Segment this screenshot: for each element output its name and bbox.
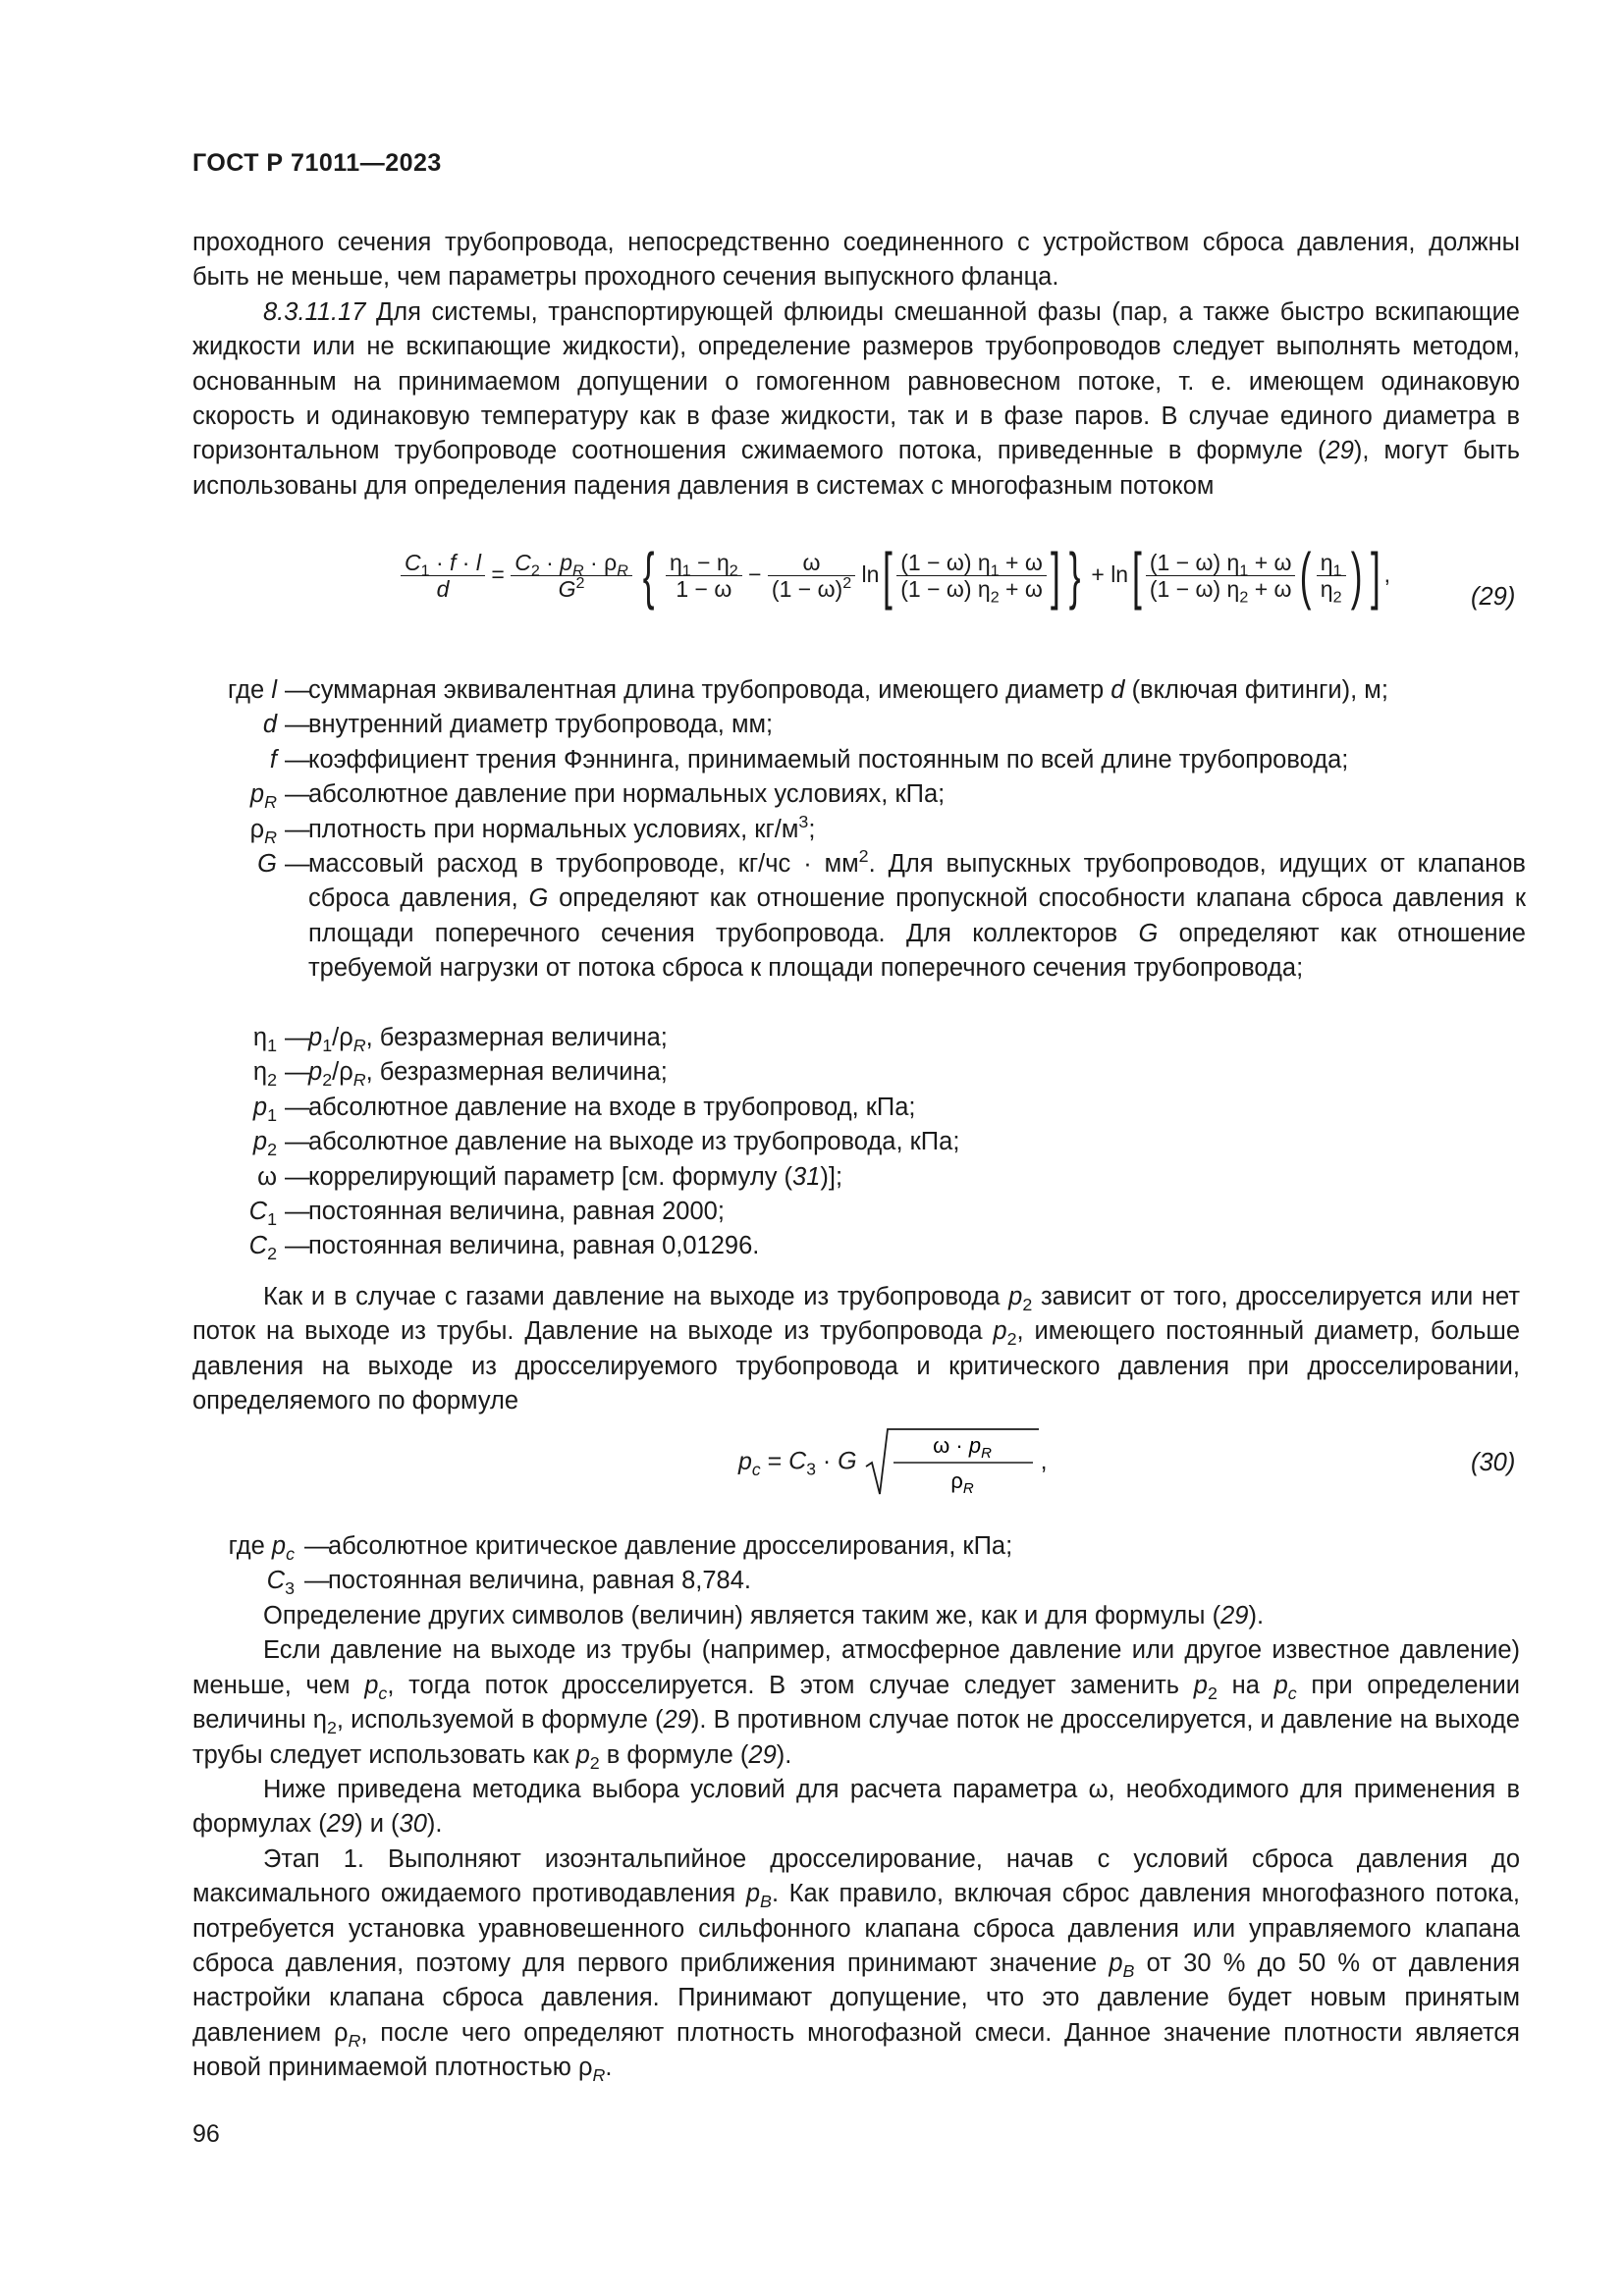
def-row: $p_R$ — абсолютное давление при нормальных условиях, кПа; — [249, 780, 946, 813]
sqrt-symbol — [864, 1427, 1041, 1498]
def-row: $p_2$ — абсолютное давление на выходе из трубопровода, кПа; — [252, 1128, 960, 1160]
formula-30-definitions — [192, 1529, 1520, 1599]
paragraph-other-symbols: Определение других символов (величин) является таким же, как и для формулы (29). — [263, 1602, 1265, 1629]
svg-text:ω · pR: $\omega \cdot p_R$ — [932, 1433, 992, 1462]
formula-30-number: (30) — [1471, 1449, 1516, 1476]
def-row: $C_1$ — постоянная величина, равная 2000; — [248, 1197, 725, 1230]
tail-block — [192, 1599, 1520, 2086]
def-row: где l — суммарная эквивалентная длина трубопровода, имеющего диаметр d (включая фитинги), м; — [228, 676, 1388, 704]
formula-29: $\frac{C_1 \cdot f \cdot l}{d}$ = $\frac{C_2 \cdot p_R \cdot \rho_R}{G^2}$ { $\frac{\eta_1 - \eta_2}{1 - \omega}$ − $\frac{\omega}{(1 - \omega)^2}$ ln[ $\frac{(1 - \omega) \eta_1 + \omega}{(1 - \omega) \eta_2 + \omega}$ ] } + ln[ $\frac{(1 - \omega) \eta_1 + \omega}{(1 - \omega) \eta_2 + \omega}$ ( $\frac{\eta_1}{\eta_2}$ ) ] , — [401, 550, 1390, 603]
paragraph-outlet-pressure: Если давление на выходе из трубы (например, атмосферное давление или другое известное давление) меньше, чем $p_c$, тогда поток дросселируется. В этом случае следует заменить $p_2$ на $p_c$ при определении величины $\eta_2$, используемой в формуле (29). В противном случае поток не дросселируется, и давление на выходе трубы следует использовать как $p_2$ в формуле (29). — [192, 1636, 1520, 1773]
formula-30: $p_c = C_3 \cdot G$ $\omega \cdot p_R$ $\rho_R$ , — [738, 1427, 1048, 1498]
svg-text:ρR: $\rho_R$ — [949, 1468, 974, 1497]
def-row: $C_3$ — постоянная величина, равная 8,784. — [266, 1567, 752, 1599]
def-row: ω — коррелирующий параметр [см. формулу (31)]; — [257, 1162, 843, 1191]
clause-number: 8.3.11.17 — [263, 297, 366, 326]
def-row: $p_1$ — абсолютное давление на входе в трубопровод, кПа; — [252, 1093, 916, 1125]
intro-block — [192, 226, 1520, 504]
paragraph-stage-1: Этап 1. Выполняют изоэнтальпийное дросселирование, начав с условий сброса давления до максимального ожидаемого противодавления $p_B$. Как правило, включая сброс давления многофазного потока, потребуется установка уравновешенного сильфонного клапана сброса давления или управляемого клапана сброса давления, поэтому для первого приближения принимают значение $p_B$ от 30 % до 50 % от давления настройки клапана сброса давления. Принимают допущение, что это давление будет новым принятым давлением $\rho_R$, после чего определяют плотность многофазной смеси. Данное значение плотности является новой принимаемой плотностью $\rho_R$. — [192, 1844, 1521, 2086]
middle-block — [192, 1280, 1520, 1419]
paragraph-8-3-11-17: 8.3.11.17 Для системы, транспортирующей флюиды смешанной фазы (пар, а также быстро вскипающие жидкости или не вскипающие жидкости), определение размеров трубопроводов следует выполнять методом, основанным на принимаемом допущении о гомогенном равновесном потоке, т. е. имеющем одинаковую скорость и одинаковую температуру как в фазе жидкости, так и в фазе паров. В случае единого диаметра в горизонтальном трубопроводе соотношения сжимаемого потока, приведенные в формуле (29), могут быть использованы для определения падения давления в системах с многофазным потоком — [192, 297, 1520, 500]
def-row: где $p_c$ — абсолютное критическое давление дросселирования, кПа; — [228, 1532, 1013, 1565]
paragraph-method: Ниже приведена методика выбора условий для расчета параметра ω, необходимого для применения в формулах (29) и (30). — [192, 1776, 1520, 1839]
def-row: f — коэффициент трения Фэннинга, принимаемый постоянным по всей длине трубопровода; — [269, 745, 1349, 774]
def-row: $\eta_1$ — $p_1/\rho_R$, безразмерная величина; — [252, 1023, 668, 1056]
document-header: ГОСТ Р 71011—2023 — [192, 149, 442, 177]
def-row: G — массовый расход в трубопроводе, $кг/чс \cdot мм^2$. Для выпускных трубопроводов, идущих от клапанов сброса давления, G определяют как отношение пропускной способности клапана сброса давления к площади поперечного сечения трубопровода. Для коллекторов G определяют как отношение требуемой нагрузки от потока сброса к площади поперечного сечения трубопровода; — [257, 846, 1527, 983]
def-row: $\rho_R$ — плотность при нормальных условиях, $кг/м^3$; — [249, 811, 816, 847]
def-row: d — внутренний диаметр трубопровода, мм; — [262, 711, 774, 739]
paragraph-1: проходного сечения трубопровода, непосредственно соединенного с устройством сброса давления, должны быть не меньше, чем параметры проходного сечения выпускного фланца. — [192, 229, 1520, 292]
formula-29-number: (29) — [1471, 583, 1516, 611]
def-row: $C_2$ — постоянная величина, равная 0,01296. — [248, 1232, 760, 1264]
page-number: 96 — [192, 2120, 220, 2148]
paragraph-throttling: Как и в случае с газами давление на выходе из трубопровода $p_2$ зависит от того, дросселируется или нет поток на выходе из трубы. Давление на выходе из трубопровода $p_2$, имеющего постоянный диаметр, больше давления на выходе из дросселируемого трубопровода и критического давления при дросселировании, определяемого по формуле — [192, 1283, 1521, 1415]
def-row: $\eta_2$ — $p_2/\rho_R$, безразмерная величина; — [252, 1058, 668, 1091]
formula-29-definitions — [192, 673, 1527, 1264]
